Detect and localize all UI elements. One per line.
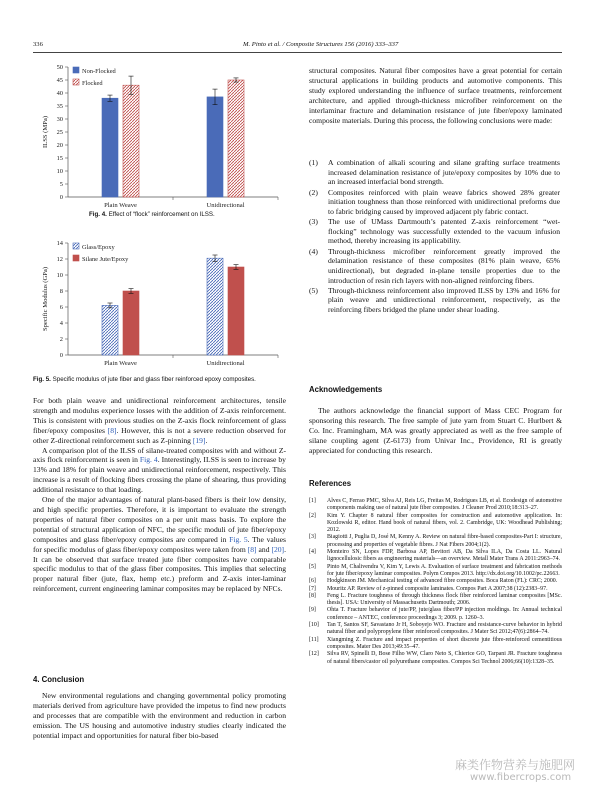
reference-item[interactable]: [3] Biagiotti J, Puglia D, José M, Kenny A. Review on natural fibre-based composites-Part I: structure, processing and properties of vegetable fibres. J Nat Fibers 2004;1(2). [309,534,562,548]
reference-item[interactable]: [7] Mouritz AP. Review of z-pinned composite laminates. Compos Part A 2007;38 (12):2383–97. [309,585,548,592]
section-heading-references: References [309,479,352,488]
figure-4 [33,62,283,208]
y-tick-label: 2 [59,336,63,344]
list-item: (4) Through-thickness microfiber reinforcement greatly improved the delamination resistance of these composites (81% plain weave, 65% unidirectional), but degraded in-plane tensile properties due to the introduction of resin rich layers with non-aligned reinforcing fibers. [309,246,560,285]
bar [207,97,223,197]
journal-citation: M. Pinto et al. / Composite Structures 156 (2016) 333–337 [243,41,399,48]
list-item: (3) The use of UMass Dartmouth’s patented Z-axis reinforcement “wet-flocking” technology was successfully extended to the vacuum infusion method, thereby increasing its applicability. [309,217,560,246]
reference-item[interactable]: [5] Pinto M, Chalivendra V, Kim Y, Lewis A. Evaluation of surface treatment and fabrication methods for jute fiber/epoxy laminar composites. Polym Compos 2013. http://dx.doi.org/10.1002/pc.22663. [309,563,562,577]
figure-4-label: Fig. 4. [89,211,107,218]
y-tick-label: 5 [59,181,63,189]
figure-link[interactable]: Fig. 5 [229,534,248,544]
figure-4-caption-text: Effect of “flock” reinforcement on ILSS. [108,211,215,218]
list-item: (1) A combination of alkali scouring and silane grafting surface treatments increased delamination resistance of jute/epoxy composites by 10% due to an increased interfacial bond strength. [309,158,560,187]
paragraph: One of the major advantages of natural plant-based fibers is their low density, and high specific properties. Therefore, it is important to evaluate the strength properties of natural fiber composites on a per unit mass basis. To explore the potential of structural application of NFC, the specific moduli of jute fiber/epoxy composites and glass fiber/epoxy composites are compared in Fig. 5. The values for specific modulus of glass fiber/epoxy composites were taken from [8] and [20]. It can be observed that surface treated jute fiber composites have comparable specific modulus to that of the glass fiber composites. This implies that selecting proper natural fiber (jute, flax, hemp etc.) preform and Z-axis inter-laminar reinforcement, current engineering laminar composites may be replaced by NFCs. [33,495,286,594]
y-tick-label: 10 [56,272,63,280]
reference-item[interactable]: [4] Monteiro SN, Lopes FDP, Barbosa AP, Bevitori AB, Da Silva ILA, Da Costa LL. Natural lignocellulosic fibers as engineering materials—an overview. Metall Mater Trans A 2011:2963–74. [309,549,562,563]
section-heading-acknowledgements: Acknowledgements [309,385,383,394]
paragraph: A comparison plot of the ILSS of silane-treated composites with and without Z-axis flock reinforcement is seen in Fig. 4. Interestingly, ILSS is seen to increase by 13% and 18% for plain weave and unidirectional reinforcement, respectively. This increase is a result of flocking fibers crossing the plane of shearing, thus providing additional resistance to that loading. [33,445,286,495]
bar [123,85,139,197]
figure-5-caption [33,376,256,384]
y-tick-label: 14 [56,240,63,248]
y-tick-label: 8 [59,288,63,296]
references-list [309,498,562,666]
reference-item[interactable]: [12] Silva RV, Spinelli D, Bose Filho WW, Claro Neto S, Chierice GO, Tarpani JR. Fracture toughness of natural fibers/castor oil polyurethane composites. Compos Sci Technol 2006;66(10):1328–35. [309,651,562,665]
x-tick-label: Plain Weave [104,360,137,367]
ilss-bar-chart [33,62,283,208]
y-tick-label: 0 [59,194,63,202]
reference-item[interactable]: [1] Alves C, Ferrao PMC, Silva AJ, Reis LG, Freitas M, Rodrigues LB, et al. Ecodesign of automotive components making use of natural jute fiber composites. J Cleaner Prod 2010;18:313–27. [309,498,562,512]
ref-link[interactable]: [19] [192,435,206,445]
section-heading-conclusion: 4. Conclusion [33,675,85,684]
x-tick-label: Unidirectional [206,202,245,208]
legend-label: Silane Jute/Epoxy [82,256,129,263]
y-tick-label: 10 [56,168,63,176]
y-tick-label: 20 [56,142,63,150]
y-tick-label: 15 [56,155,63,163]
reference-item[interactable]: [8] Feng L. Fracture toughness of through thickness flock fiber reinforced laminar composites [MSc. thesis]. USA: University of Massachusetts Dartmouth; 2006. [309,592,562,607]
bar [102,305,118,355]
ref-link[interactable]: [8] [107,425,117,435]
right-column-intro: structural composites. Natural fiber composites have a great potential for certain structural applications in building products and automotive components. This study explored understanding the influence of surface treatments, reinforcement architecture, and applied through-thickness microfiber reinforcement on the interlaminar fracture and delamination resistance of jute fiber/epoxy laminated composite materials. During this process, the following conclusions were made: [309,66,562,125]
legend-label: Non-Flocked [82,68,116,75]
figure-link[interactable]: Fig. 4 [139,455,158,465]
left-column-body [33,396,286,594]
legend-swatch [73,243,79,249]
y-tick-label: 25 [56,129,63,137]
header-rule [33,52,562,53]
figure-4-caption [89,211,215,219]
x-tick-label: Unidirectional [206,360,245,367]
reference-item[interactable]: [11] Xiangming Z. Fracture and impact properties of short discrete jute fibre-reinforced cementitious composites. Mater Des 2013;49:35–47. [309,636,562,650]
y-tick-label: 50 [56,64,63,72]
y-tick-label: 45 [56,77,63,85]
figure-5-caption-text: Specific modulus of jute fiber and glass fiber reinforced epoxy composites. [52,376,256,383]
y-tick-label: 40 [56,90,63,98]
figure-5-label: Fig. 5. [33,376,51,383]
ref-link[interactable]: [20] [271,544,285,554]
y-tick-label: 4 [59,320,63,328]
y-axis-label: Specific Modulus (GPa) [42,266,49,332]
bar [228,267,244,355]
y-tick-label: 30 [56,116,63,124]
bar [228,80,244,197]
ref-link[interactable]: [8] [247,544,257,554]
y-tick-label: 12 [56,256,63,264]
reference-item[interactable]: [6] Hodgkinson JM. Mechanical testing of advanced fibre composites. Boca Raton (FL): CRC; 2000. [309,578,558,585]
list-item: (5) Through-thickness reinforcement also improved ILSS by 13% and 16% for plain weave and unidirectional reinforcement, respectively, as the reinforcing fibers bridged the plane under shear loading. [309,285,560,315]
y-tick-label: 35 [56,103,63,111]
reference-item[interactable]: [9] Ohta T. Fracture behavior of jute/PP, jute/glass fiber/PP injection moldings. In: Annual technical conference – ANTEC, conference proceedings 3; 2009. p. 1260–3. [309,607,562,621]
legend-swatch [73,67,79,73]
specific-modulus-bar-chart [33,238,283,370]
figure-5 [33,238,283,370]
acknowledgements-paragraph: The authors acknowledge the financial support of Mass CEC Program for sponsoring this research. The free sample of jute yarn from Stuart C. Hurlbert & Co. Inc. Framingham, MA was greatly appreciated as well as the free sample of silane coupling agent (Z-6173) from Univar Inc., Providence, RI is greatly appreciated for conducting this research. [309,406,562,455]
bar [207,258,223,355]
bar [102,98,118,197]
x-tick-label: Plain Weave [104,202,137,208]
legend-label: Flocked [82,80,103,87]
reference-item[interactable]: [2] Kim Y. Chapter 8 natural fiber composites for construction and automotive application. In: Kozlowski R, editor. Hand book of natural fibers, vol. 2. Cambridge, UK: Woodhead Publishing; 2012. [309,512,562,534]
conclusion-paragraph: New environmental regulations and changing governmental policy promoting materials derived from agriculture have provided the impetus to find new products and processes that are compatible with the environment and reduction in carbon emission. The US housing and automotive industry studies clearly indicated the potential impact and opportunities for natural fiber bio-based [33,691,286,740]
paragraph: For both plain weave and unidirectional reinforcement architectures, tensile strength and modulus experience losses with the addition of Z-axis reinforcement. This is consistent with previous studies on the Z-axis flock reinforcement of glass fiber/epoxy composites [8]. However, this is not a severe reduction observed for other Z-directional reinforcement such as Z-pinning [19]. [33,396,287,445]
y-axis-label: ILSS (MPa) [42,115,49,149]
y-tick-label: 6 [59,304,63,312]
bar [123,291,139,355]
page-number: 336 [33,41,43,48]
legend-swatch [73,79,79,85]
watermark: 麻类作物营养与施肥网 [455,758,576,772]
conclusions-list [309,158,560,315]
y-tick-label: 0 [59,352,63,360]
legend-label: Glass/Epoxy [82,244,115,251]
watermark-url: www.fibercrops.com [470,772,572,783]
reference-item[interactable]: [10] Tan T, Santos SF, Savastano Jr H, Soboyejo WO. Fracture and resistance-curve behavior in hybrid natural fiber and polypropylene fiber reinforced composites. J Mater Sci 2012;47(6):2864–74. [309,622,562,636]
legend-swatch [73,255,79,261]
list-item: (2) Composites reinforced with plain weave fabrics showed 28% greater initiation toughness than those reinforced with unidirectional preforms due to fabric bridging caused by improved adjacent ply fabric contact. [309,187,560,216]
